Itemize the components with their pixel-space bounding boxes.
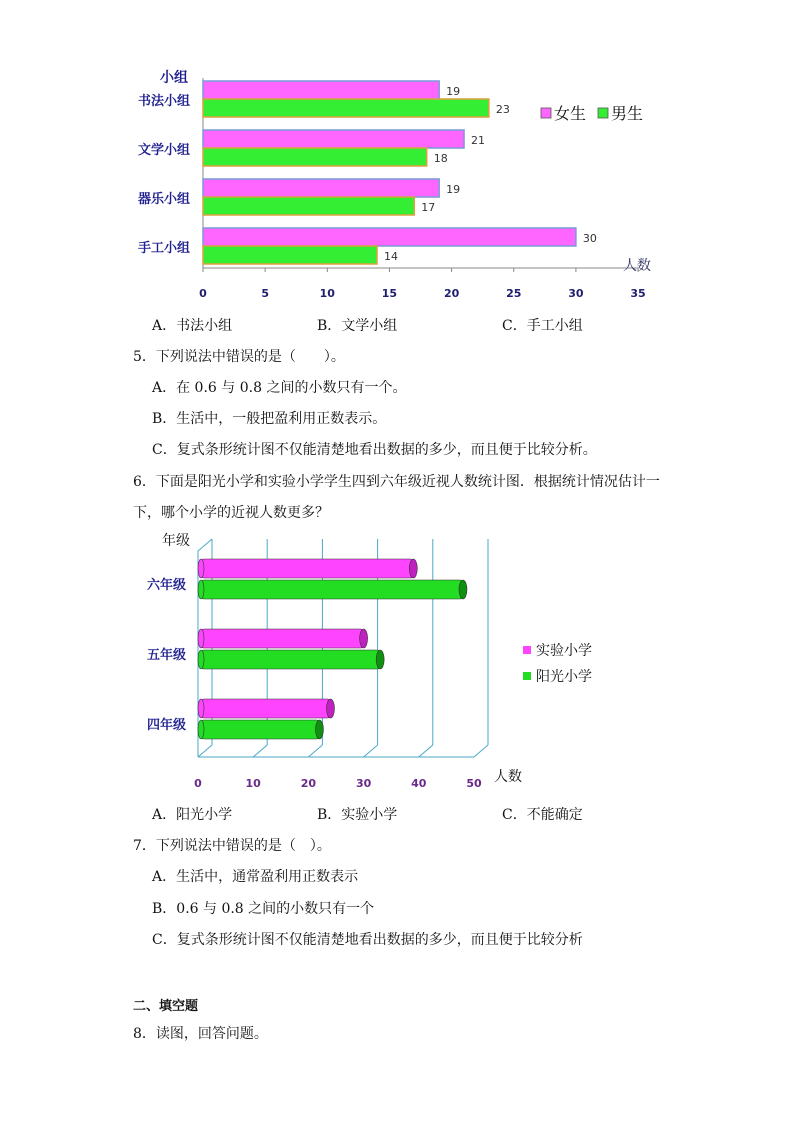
chart1-data-label: 14 [384, 250, 399, 263]
chart2-floor-line [364, 745, 378, 757]
chart2-bar [201, 650, 380, 669]
chart1-bar [203, 81, 439, 99]
chart1-tick-labels [199, 287, 646, 300]
chart2-bar [201, 559, 413, 578]
chart2-category-labels [147, 577, 186, 733]
q6-option-a[interactable]: A．阳光小学 [152, 807, 233, 823]
q7-option-b[interactable]: B．0.6 与 0.8 之间的小数只有一个 [152, 901, 375, 917]
chart2-legend [523, 643, 592, 685]
chart1-tick-label: 0 [199, 287, 207, 300]
q4-option-c[interactable]: C．手工小组 [502, 318, 583, 334]
chart2-category-label: 五年级 [146, 648, 186, 663]
chart1-legend-label: 女生 [554, 104, 587, 123]
chart2-legend-label: 实验小学 [536, 643, 592, 659]
chart2-bar-base [198, 720, 204, 739]
chart2-bar-base [198, 559, 204, 578]
chart2-legend-swatch [523, 672, 531, 680]
chart1-bar [203, 179, 439, 197]
chart2-ylabel: 年级 [162, 533, 190, 549]
q5-option-b[interactable]: B．生活中，一般把盈利用正数表示。 [152, 411, 387, 427]
chart1-ylabel: 小组 [160, 70, 188, 86]
chart1-data-label: 18 [433, 152, 448, 165]
chart1-data-label: 21 [471, 134, 486, 147]
chart-group-gender [0, 0, 794, 310]
q5-option-c[interactable]: C．复式条形统计图不仅能清楚地看出数据的多少，而且便于比较分析。 [152, 442, 597, 458]
chart1-data-label: 19 [446, 85, 461, 98]
chart2-bar-base [198, 580, 204, 599]
chart1-bars [203, 81, 597, 264]
chart2-bar-cap [360, 629, 368, 648]
q8-stem: 8．读图，回答问题。 [133, 1026, 268, 1042]
chart1-category-label: 文学小组 [137, 143, 190, 158]
q7-stem: 7．下列说法中错误的是（ ）。 [133, 838, 331, 854]
chart1-data-label: 30 [582, 232, 597, 245]
chart2-bar-cap [409, 559, 417, 578]
q5-stem: 5．下列说法中错误的是（ ）。 [133, 349, 345, 365]
chart2-floor-line [474, 745, 488, 757]
chart2-category-label: 六年级 [146, 578, 186, 593]
chart1-category-labels [138, 93, 190, 256]
chart1-legend-label: 男生 [611, 104, 644, 123]
chart1-data-label: 19 [446, 183, 461, 196]
chart1-bar [203, 99, 489, 117]
chart1-legend-swatch [598, 108, 608, 118]
chart2-floor-line [419, 745, 433, 757]
chart2-bar-cap [376, 650, 384, 669]
chart2-bar-cap [459, 580, 467, 599]
chart2-bar-base [198, 699, 204, 718]
chart1-category-label: 器乐小组 [137, 192, 190, 207]
chart2-bar [201, 580, 463, 599]
q7-option-c[interactable]: C．复式条形统计图不仅能清楚地看出数据的多少，而且便于比较分析 [152, 932, 583, 948]
q6-option-c[interactable]: C．不能确定 [502, 807, 583, 823]
chart2-tick-label: 0 [194, 777, 202, 790]
chart1-legend-swatch [541, 108, 551, 118]
chart1-tick-label: 15 [381, 287, 398, 300]
chart1-data-label: 17 [421, 201, 436, 214]
chart2-legend-label: 阳光小学 [536, 669, 592, 685]
chart2-bar-cap [326, 699, 334, 718]
chart2-left-wall-top [198, 539, 212, 551]
chart2-tick-labels [194, 777, 482, 790]
chart2-tick-label: 40 [411, 777, 427, 790]
chart2-floor-line [198, 745, 212, 757]
chart2-legend-swatch [523, 646, 531, 654]
chart1-category-label: 书法小组 [137, 94, 190, 109]
chart1-bar [203, 148, 427, 166]
chart2-floor-line [253, 745, 267, 757]
chart1-data-label: 23 [495, 103, 510, 116]
chart1-tick-label: 25 [506, 287, 522, 300]
chart2-bar [201, 699, 330, 718]
q5-option-a[interactable]: A．在 0.6 与 0.8 之间的小数只有一个。 [152, 380, 407, 396]
q4-option-a[interactable]: A．书法小组 [152, 318, 233, 334]
chart2-bar-base [198, 629, 204, 648]
chart2-category-label: 四年级 [146, 718, 186, 733]
chart1-tick-label: 20 [443, 287, 460, 300]
chart2-bar-base [198, 650, 204, 669]
chart1-tick-label: 30 [568, 287, 584, 300]
chart-myopia-grades [0, 525, 794, 800]
chart1-bar [203, 197, 414, 215]
chart1-tick-label: 10 [319, 287, 335, 300]
q4-option-b[interactable]: B．文学小组 [317, 318, 398, 334]
chart1-bar [203, 246, 377, 264]
chart2-tick-label: 30 [355, 777, 372, 790]
chart1-category-label: 手工小组 [137, 241, 190, 256]
chart1-bar [203, 130, 464, 148]
q7-option-a[interactable]: A．生活中，通常盈利用正数表示 [152, 869, 359, 885]
chart2-tick-label: 50 [466, 777, 482, 790]
q6-option-b[interactable]: B．实验小学 [317, 807, 398, 823]
chart2-tick-label: 10 [245, 777, 261, 790]
chart1-xlabel: 人数 [623, 258, 651, 274]
chart2-bars [198, 559, 467, 739]
chart1-tick-label: 5 [261, 287, 269, 300]
chart2-bar [201, 629, 364, 648]
chart2-tick-label: 20 [300, 777, 317, 790]
chart2-bar [201, 720, 319, 739]
chart1-tick-label: 35 [630, 287, 646, 300]
chart2-bar-cap [315, 720, 323, 739]
chart2-xlabel: 人数 [494, 769, 522, 785]
chart2-floor-line [308, 745, 322, 757]
section-title: 二、填空题 [133, 999, 199, 1014]
q6-stem-line2: 下，哪个小学的近视人数更多？ [133, 505, 329, 521]
chart1-bar [203, 228, 576, 246]
q6-stem-line1: 6．下面是阳光小学和实验小学学生四到六年级近视人数统计图．根据统计情况估计一 [133, 474, 660, 490]
chart1-legend [541, 104, 643, 123]
